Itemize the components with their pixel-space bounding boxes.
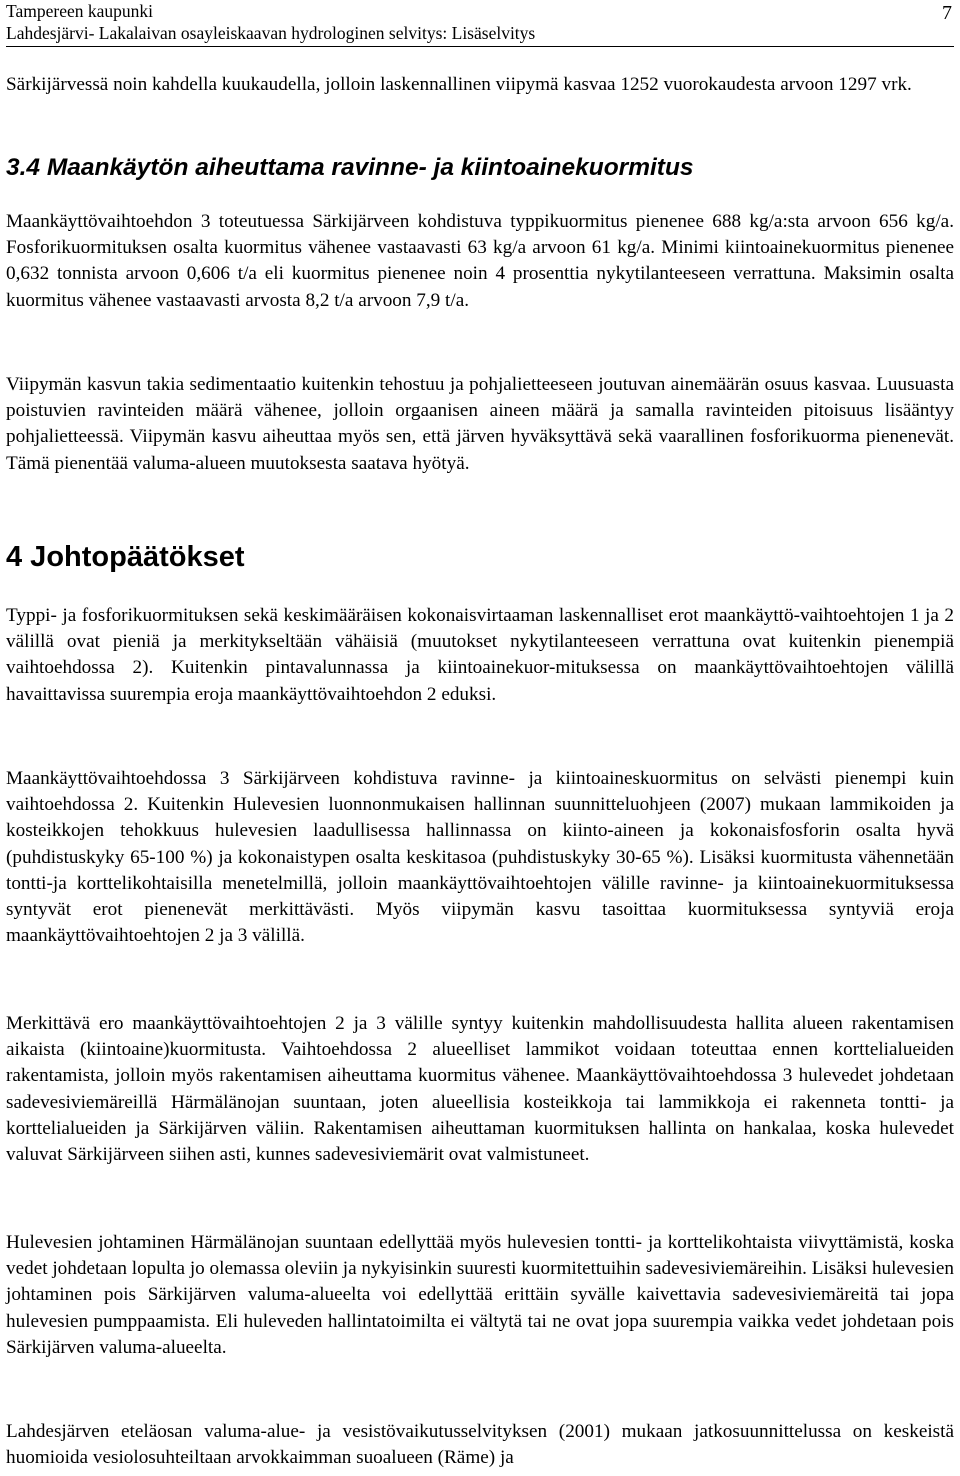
paragraph-text: Maankäyttövaihtoehdossa 3 Särkijärveen kohdistuva ravinne- ja kiintoaineskuormitus on selvästi pienempi kuin vaihtoehdossa 2. Kuitenkin Hulevesien luonnonmukaisen hallinnan suunnitteluohjeen (2007) mukaan lammikoiden ja kosteikkojen tehokkuus hulevesien laadullisessa hallinnassa on kiinto-aineen ja kokonaisfosforin osalta hyvä (puhdistuskyky 65-100 %) ja kokonaistypen osalta keskitasoa (puhdistuskyky 30-65 %). Lisäksi kuormitusta vähennetään tontti-ja korttelikohtaisilla menetelmillä, jolloin maankäyttövaihtoehtojen välille ravinne- ja kiintoainekuormituksessa syntyvät erot pienenevät merkittävästi. Myös viipymän kasvu tasoittaa kuormituksessa syntyviä eroja maankäyttövaihtoehtojen 2 ja 3 välillä.: [6, 768, 954, 947]
paragraph-3-4-b: [6, 372, 954, 477]
paragraph-intro: [6, 72, 954, 98]
paragraph-text: Hulevesien johtaminen Härmälänojan suuntaan edellyttää myös hulevesien tontti- ja korttelikohtaista viivyttämistä, koska vedet johdetaan lopulta jo olemassa oleviin ja nykyisinkin suuresti kuormitettuihin sadevesiviemäreihin. Lisäksi hulevesien johtaminen pois Särkijärven valuma-alueelta voi edellyttää erittäin syvälle kaivettavia sadevesiviemäreitä tai jopa hulevesien pumppaamista. Eli huleveden hallintatoimilta ei vältytä tai ne ovat jopa suurempia vaikka vedet johdetaan pois Särkijärven valuma-alueelta.: [6, 1232, 954, 1358]
page-number: 7: [942, 2, 952, 24]
section-heading-3-4: 3.4 Maankäytön aiheuttama ravinne- ja kiintoainekuormitus: [6, 154, 694, 181]
paragraph-text: Viipymän kasvun takia sedimentaatio kuitenkin tehostuu ja pohjalietteeseen joutuvan ainemäärän osuus kasvaa. Luusuasta poistuvien ravinteiden määrä vähenee, jolloin orgaanisen aineen määrä ja samalla ravinteiden pitoisuus lisääntyy pohjalietteessä. Viipymän kasvu aiheuttaa myös sen, että järven hyväksyttävä sekä vaarallinen fosforikuorma pienenevät. Tämä pienentää valuma-alueen muutoksesta saatava hyötyä.: [6, 374, 954, 474]
paragraph-text: Merkittävä ero maankäyttövaihtoehtojen 2 ja 3 välille syntyy kuitenkin mahdollisuudesta hallita alueen rakentamisen aikaista (kiintoaine)kuormitusta. Vaihtoehdossa 2 alueelliset lammikot voidaan toteuttaa ennen korttelialueiden rakentamista, jolloin myös rakentamisen aiheuttama kuormitus vähenee. Maankäyttövaihtoehdossa 3 hulevedet johdetaan sadevesiviemäreillä Härmälänojan suuntaan, joten alueellisia kosteikkoja tai lammikkoja ei rakenneta tontti- ja korttelialueiden ja Särkijärven väliin. Rakentamisen aiheuttaman kuormituksen hallinta on hankalaa, koska hulevedet valuvat Särkijärveen siihen asti, kunnes sadevesiviemärit ovat valmistuneet.: [6, 1013, 954, 1166]
paragraph-text: Maankäyttövaihtoehdon 3 toteutuessa Särkijärveen kohdistuva typpikuormitus pienenee 688 kg/a:sta arvoon 656 kg/a. Fosforikuormituksen osalta kuormitus vähenee vastaavasti 63 kg/a arvoon 61 kg/a. Minimi kiintoainekuormitus pienenee 0,632 tonnista arvoon 0,606 t/a eli kuormitus pienenee noin 4 prosenttia nykytilanteeseen verrattuna. Maksimin osalta kuormitus vähenee vastaavasti arvosta 8,2 t/a arvoon 7,9 t/a.: [6, 211, 954, 311]
paragraph-text: Särkijärvessä noin kahdella kuukaudella, jolloin laskennallinen viipymä kasvaa 1252 vuorokaudesta arvoon 1297 vrk.: [6, 74, 912, 95]
paragraph-4-d: [6, 1230, 954, 1361]
header-document-title: Lahdesjärvi- Lakalaivan osayleiskaavan hydrologinen selvitys: Lisäselvitys: [6, 23, 536, 43]
header-divider: [6, 46, 954, 47]
paragraph-text: Lahdesjärven eteläosan valuma-alue- ja vesistövaikutusselvityksen (2001) mukaan jatkosuunnittelussa on keskeistä huomioida vesiolosuhteiltaan arvokkaimman suoalueen (Räme) ja: [6, 1421, 954, 1469]
paragraph-text: Typpi- ja fosforikuormituksen sekä keskimääräisen kokonaisvirtaaman laskennalliset erot maankäyttö-vaihtoehtojen 1 ja 2 välillä ovat pieniä ja merkitykseltään vähäisiä (muutokset nykytilanteeseen verrattuna ovat kuitenkin pienempiä vaihtoehdossa 2). Kuitenkin pintavalunnassa ja kiintoainekuor-mituksessa on maankäyttövaihtoehtojen välillä havaittavissa suurempia eroja maankäyttövaihtoehdon 2 eduksi.: [6, 605, 954, 705]
section-heading-4: 4 Johtopäätökset: [6, 541, 245, 573]
paragraph-3-4-a: [6, 209, 954, 314]
paragraph-4-a: [6, 603, 954, 708]
paragraph-4-e: [6, 1419, 954, 1471]
header-organization: Tampereen kaupunki: [6, 1, 153, 21]
paragraph-4-c: [6, 1011, 954, 1168]
paragraph-4-b: [6, 766, 954, 949]
